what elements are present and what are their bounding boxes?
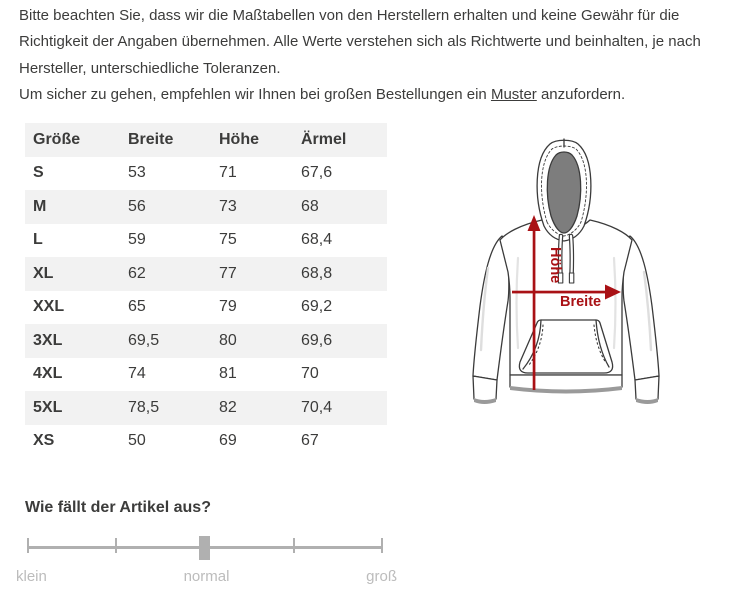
fit-question-heading: Wie fällt der Artikel aus?	[25, 499, 211, 516]
hoehe-arrow-label: Höhe	[547, 247, 563, 284]
cell-hoehe: 80	[219, 331, 237, 349]
col-header-hoehe: Höhe	[211, 123, 293, 157]
slider-tick	[293, 538, 295, 553]
table-row	[25, 391, 387, 425]
slider-tick	[27, 538, 29, 553]
sample-cta-line	[19, 82, 749, 108]
cell-hoehe: 77	[219, 264, 237, 282]
muster-link[interactable]: Muster	[490, 85, 537, 103]
cell-aermel: 69,6	[301, 331, 333, 349]
table-header-row	[25, 123, 387, 157]
fit-scale-labels	[16, 568, 397, 585]
cell-aermel: 68,8	[301, 264, 333, 282]
cell-breite: 50	[128, 432, 146, 450]
cell-size: 5XL	[33, 398, 63, 416]
cell-hoehe: 79	[219, 298, 237, 316]
table-row	[25, 291, 387, 325]
cell-hoehe: 75	[219, 231, 237, 249]
slider-tick	[115, 538, 117, 553]
col-header-aermel: Ärmel	[293, 123, 387, 157]
cell-size: L	[33, 231, 43, 249]
fit-label-klein: klein	[16, 568, 47, 585]
cell-aermel: 67	[301, 432, 319, 450]
cell-aermel: 67,6	[301, 164, 333, 182]
cell-size: XS	[33, 432, 55, 450]
cell-breite: 53	[128, 164, 146, 182]
cell-size: XXL	[33, 298, 65, 316]
cell-size: 4XL	[33, 365, 63, 383]
size-table	[25, 123, 387, 458]
cell-breite: 69,5	[128, 331, 160, 349]
table-row	[25, 257, 387, 291]
cell-aermel: 68	[301, 197, 319, 215]
size-disclaimer-text	[19, 3, 749, 108]
cell-breite: 74	[128, 365, 146, 383]
table-row	[25, 358, 387, 392]
cell-aermel: 68,4	[301, 231, 333, 249]
table-row	[25, 190, 387, 224]
table-row	[25, 324, 387, 358]
cell-hoehe: 82	[219, 398, 237, 416]
cell-breite: 59	[128, 231, 146, 249]
cell-aermel: 70,4	[301, 398, 333, 416]
cell-breite: 62	[128, 264, 146, 282]
col-header-breite: Breite	[120, 123, 211, 157]
cell-hoehe: 69	[219, 432, 237, 450]
cell-size: XL	[33, 264, 54, 282]
cell-size: 3XL	[33, 331, 63, 349]
cell-breite: 65	[128, 298, 146, 316]
cell-aermel: 69,2	[301, 298, 333, 316]
fit-label-gross: groß	[366, 568, 397, 585]
cta-text-after: anzufordern.	[536, 85, 626, 103]
cell-hoehe: 73	[219, 197, 237, 215]
cell-aermel: 70	[301, 365, 319, 383]
hoodie-illustration	[450, 136, 682, 414]
cta-text-before: Um sicher zu gehen, empfehlen wir Ihnen bei großen Bestellungen ein	[19, 85, 491, 103]
disclaimer-line: Bitte beachten Sie, dass wir die Maßtabellen von den Herstellern erhalten und keine Gewähr für die	[19, 7, 680, 24]
breite-arrow-label: Breite	[560, 294, 602, 310]
cell-breite: 78,5	[128, 398, 160, 416]
disclaimer-line: Richtigkeit der Angaben übernehmen. Alle Werte verstehen sich als Richtwerte und beinhalten, je nach	[19, 33, 701, 51]
table-row	[25, 224, 387, 258]
cell-hoehe: 71	[219, 164, 237, 182]
fit-slider	[27, 536, 383, 560]
fit-label-normal: normal	[183, 568, 230, 585]
col-header-groesse: Größe	[25, 123, 120, 157]
cell-size: M	[33, 197, 47, 215]
cell-size: S	[33, 164, 44, 182]
hoodie-measurement-diagram	[450, 136, 682, 414]
cell-hoehe: 81	[219, 365, 237, 383]
fit-slider-handle	[199, 536, 210, 560]
disclaimer-line: Hersteller, unterschiedliche Toleranzen.	[19, 59, 281, 77]
table-row	[25, 425, 387, 459]
slider-tick	[381, 538, 383, 553]
table-row	[25, 157, 387, 191]
cell-breite: 56	[128, 197, 146, 215]
